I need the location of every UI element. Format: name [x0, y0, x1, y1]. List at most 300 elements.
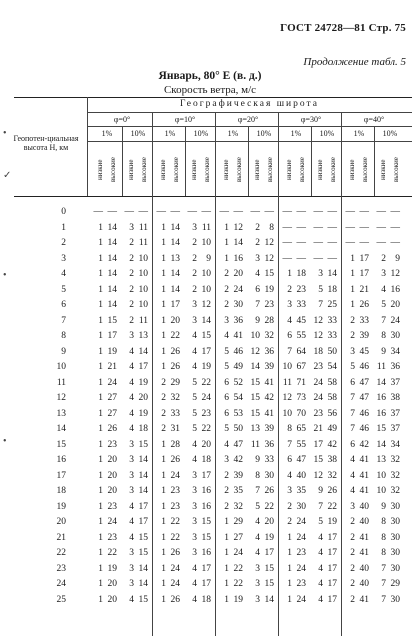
altitude-cell: 18 — [56, 486, 66, 496]
value-integer: 23 — [313, 362, 323, 372]
value-integer: 2 — [350, 331, 355, 341]
value-fraction: 34 — [390, 346, 400, 357]
value-integer: 2 — [224, 501, 229, 512]
value-integer: 3 — [318, 269, 323, 279]
value-integer: 5 — [192, 393, 197, 403]
value-integer: 1 — [161, 486, 166, 496]
value-cell — [218, 531, 248, 546]
value-integer: 7 — [287, 346, 292, 357]
value-fraction: 14 — [264, 594, 274, 605]
value-cell — [344, 593, 374, 608]
value-integer: 12 — [282, 393, 292, 403]
value-fraction: 56 — [327, 408, 337, 419]
value-cell — [218, 500, 248, 515]
value-integer: — — [376, 238, 386, 248]
value-cell — [92, 577, 122, 592]
value-fraction: 32 — [264, 331, 274, 341]
value-integer: 1 — [161, 331, 166, 341]
subcolumn-header: высокие — [298, 157, 306, 183]
value-fraction: 16 — [201, 548, 211, 558]
value-fraction: 23 — [107, 501, 117, 512]
value-integer: 4 — [350, 470, 355, 481]
subcolumn-header: низкие — [379, 159, 387, 181]
value-fraction: 17 — [327, 532, 337, 543]
value-integer: 3 — [129, 486, 134, 496]
value-cell — [92, 267, 122, 282]
value-integer: 4 — [255, 548, 260, 558]
value-fraction: 23 — [296, 284, 306, 295]
subcolumn-header: низкие — [96, 159, 104, 181]
value-integer: 3 — [192, 222, 197, 233]
value-fraction: 36 — [264, 346, 274, 357]
value-cell — [123, 407, 153, 422]
value-integer: 1 — [161, 284, 166, 295]
value-fraction: 14 — [138, 563, 148, 574]
value-fraction: 37 — [390, 408, 400, 419]
header-divider — [87, 126, 412, 127]
value-integer: 2 — [224, 284, 229, 295]
value-cell — [186, 531, 216, 546]
value-cell — [344, 298, 374, 313]
value-integer: 3 — [350, 346, 355, 357]
value-fraction: — — [107, 207, 117, 217]
value-cell — [375, 298, 405, 313]
value-cell — [186, 593, 216, 608]
value-cell — [281, 267, 311, 282]
percent-divider — [311, 126, 312, 196]
value-integer: 3 — [192, 548, 197, 558]
value-cell — [344, 314, 374, 329]
value-fraction: 20 — [264, 517, 274, 527]
value-fraction: 14 — [170, 269, 180, 279]
value-integer: 1 — [98, 346, 103, 357]
value-integer: 3 — [129, 455, 134, 465]
value-fraction: 71 — [296, 377, 306, 388]
value-fraction: 22 — [233, 579, 243, 589]
value-cell — [344, 205, 374, 220]
value-fraction: 12 — [201, 300, 211, 310]
value-fraction: 18 — [138, 424, 148, 434]
value-integer: — — [219, 207, 229, 217]
value-fraction: 38 — [390, 393, 400, 403]
percent-header: 10% — [130, 129, 146, 138]
value-fraction: 15 — [107, 315, 117, 326]
latitude-header: φ=10° — [174, 115, 196, 124]
value-cell — [344, 407, 374, 422]
value-fraction: 10 — [138, 284, 148, 295]
value-cell — [249, 298, 279, 313]
value-integer: 10 — [250, 331, 260, 341]
value-integer: 3 — [129, 222, 134, 233]
value-cell — [281, 391, 311, 406]
value-cell — [375, 221, 405, 236]
value-fraction: 20 — [201, 439, 211, 450]
value-cell — [344, 221, 374, 236]
value-cell — [218, 360, 248, 375]
value-fraction: 26 — [327, 486, 337, 496]
value-cell — [312, 236, 342, 251]
value-fraction: 24 — [170, 579, 180, 589]
value-integer: — — [313, 238, 323, 248]
value-fraction: 32 — [390, 455, 400, 465]
value-cell — [249, 360, 279, 375]
value-integer: 6 — [287, 455, 292, 465]
value-cell — [281, 407, 311, 422]
value-integer: 1 — [161, 532, 166, 543]
value-integer: 12 — [313, 315, 323, 326]
value-cell — [155, 267, 185, 282]
value-fraction: 25 — [327, 300, 337, 310]
value-integer: 2 — [287, 501, 292, 512]
value-cell — [375, 593, 405, 608]
value-fraction: 30 — [296, 501, 306, 512]
value-cell — [281, 484, 311, 499]
value-cell — [123, 500, 153, 515]
value-cell — [249, 484, 279, 499]
page-header — [280, 22, 406, 34]
value-integer: 1 — [161, 222, 166, 233]
value-fraction: 33 — [170, 408, 180, 419]
value-integer: 1 — [98, 393, 103, 403]
value-fraction: 29 — [233, 517, 243, 527]
value-integer: 12 — [313, 470, 323, 481]
value-fraction: — — [327, 207, 337, 217]
value-fraction: 47 — [233, 439, 243, 450]
value-fraction: 32 — [327, 470, 337, 481]
value-fraction: 42 — [327, 439, 337, 450]
value-cell — [281, 531, 311, 546]
value-fraction: 18 — [327, 284, 337, 295]
value-cell — [92, 562, 122, 577]
value-fraction: 37 — [390, 377, 400, 388]
value-integer: 1 — [224, 238, 229, 248]
altitude-cell: 22 — [56, 548, 66, 558]
value-cell — [249, 562, 279, 577]
value-integer: 3 — [192, 517, 197, 527]
value-cell — [281, 469, 311, 484]
value-cell — [281, 593, 311, 608]
value-cell — [344, 562, 374, 577]
value-fraction: 22 — [201, 377, 211, 388]
value-integer: 4 — [255, 517, 260, 527]
value-fraction: 17 — [327, 594, 337, 605]
value-cell — [186, 376, 216, 391]
subcolumn-header: низкие — [348, 159, 356, 181]
value-cell — [312, 577, 342, 592]
value-cell — [218, 252, 248, 267]
value-cell — [155, 345, 185, 360]
value-fraction: 30 — [264, 470, 274, 481]
value-cell — [375, 531, 405, 546]
value-fraction: 16 — [233, 253, 243, 264]
value-integer: 15 — [313, 455, 323, 465]
value-cell — [312, 407, 342, 422]
value-fraction: 26 — [170, 346, 180, 357]
latitude-header: φ=20° — [237, 115, 259, 124]
altitude-cell: 17 — [56, 470, 66, 481]
subcolumn-header: низкие — [190, 159, 198, 181]
value-integer: 7 — [381, 315, 386, 326]
value-fraction: 19 — [327, 517, 337, 527]
value-fraction: 26 — [264, 486, 274, 496]
value-integer: 7 — [381, 563, 386, 574]
value-cell — [155, 500, 185, 515]
value-fraction: 39 — [264, 424, 274, 434]
value-integer: 4 — [129, 532, 134, 543]
value-integer: 2 — [350, 548, 355, 558]
value-cell — [344, 329, 374, 344]
value-cell — [123, 546, 153, 561]
altitude-cell: 7 — [61, 315, 66, 326]
value-fraction: 28 — [170, 439, 180, 450]
value-cell — [123, 345, 153, 360]
value-integer: 3 — [192, 501, 197, 512]
value-fraction: 12 — [390, 269, 400, 279]
value-fraction: 18 — [296, 269, 306, 279]
value-integer: — — [313, 253, 323, 264]
altitude-cell: 10 — [56, 362, 66, 372]
value-integer: 5 — [192, 408, 197, 419]
value-cell — [249, 422, 279, 437]
value-cell — [281, 298, 311, 313]
value-cell — [155, 391, 185, 406]
value-fraction: 34 — [390, 439, 400, 450]
altitude-cell: 8 — [61, 331, 66, 341]
value-cell — [249, 453, 279, 468]
value-fraction: 26 — [107, 424, 117, 434]
value-fraction: 18 — [201, 594, 211, 605]
value-cell — [123, 484, 153, 499]
altitude-cell: 3 — [61, 253, 66, 264]
value-fraction: — — [201, 207, 211, 217]
value-fraction: 40 — [359, 517, 369, 527]
value-integer: 16 — [376, 393, 386, 403]
value-integer: 14 — [376, 439, 386, 450]
value-cell — [375, 360, 405, 375]
value-integer: 1 — [98, 222, 103, 233]
subcolumn-header: низкие — [285, 159, 293, 181]
value-cell — [375, 329, 405, 344]
value-integer: 1 — [224, 517, 229, 527]
value-cell — [344, 236, 374, 251]
value-cell — [375, 546, 405, 561]
value-integer: 4 — [255, 532, 260, 543]
value-cell — [218, 298, 248, 313]
value-fraction: 19 — [107, 563, 117, 574]
value-integer: 1 — [161, 579, 166, 589]
value-cell — [123, 422, 153, 437]
value-cell — [218, 577, 248, 592]
value-fraction: 17 — [138, 362, 148, 372]
value-fraction: 17 — [201, 470, 211, 481]
value-integer: 6 — [255, 284, 260, 295]
value-integer: 1 — [98, 269, 103, 279]
value-integer: 4 — [255, 269, 260, 279]
value-cell — [123, 531, 153, 546]
value-integer: 1 — [287, 594, 292, 605]
value-integer: 9 — [381, 501, 386, 512]
value-fraction: 58 — [327, 393, 337, 403]
percent-header: 1% — [164, 129, 176, 138]
value-integer: 4 — [318, 548, 323, 558]
value-integer: 14 — [250, 362, 260, 372]
value-cell — [249, 329, 279, 344]
value-cell — [92, 283, 122, 298]
altitude-cell: 14 — [56, 424, 66, 434]
value-integer: 4 — [287, 315, 292, 326]
value-cell — [375, 391, 405, 406]
value-fraction: 10 — [201, 238, 211, 248]
value-integer: 2 — [129, 238, 134, 248]
value-integer: — — [282, 207, 292, 217]
value-integer: 2 — [129, 253, 134, 264]
value-integer: 4 — [129, 501, 134, 512]
altitude-cell: 4 — [61, 269, 66, 279]
value-cell — [123, 453, 153, 468]
value-cell — [312, 283, 342, 298]
value-cell — [375, 438, 405, 453]
altitude-cell: 19 — [56, 501, 66, 512]
value-fraction: 36 — [233, 315, 243, 326]
value-fraction: — — [138, 207, 148, 217]
value-integer: 1 — [98, 408, 103, 419]
value-fraction: 14 — [138, 470, 148, 481]
value-cell — [218, 422, 248, 437]
subcolumn-header: низкие — [127, 159, 135, 181]
value-integer: 4 — [318, 579, 323, 589]
value-fraction: 65 — [296, 424, 306, 434]
value-cell — [92, 500, 122, 515]
value-fraction: 11 — [138, 222, 148, 233]
value-fraction: 54 — [233, 393, 243, 403]
value-cell — [186, 236, 216, 251]
value-cell — [344, 360, 374, 375]
value-integer: 3 — [255, 594, 260, 605]
value-fraction: 12 — [264, 253, 274, 264]
value-integer: — — [345, 207, 355, 217]
altitude-cell: 12 — [56, 393, 66, 403]
value-cell — [344, 283, 374, 298]
value-fraction: 53 — [233, 408, 243, 419]
value-cell — [375, 469, 405, 484]
value-fraction: 33 — [359, 315, 369, 326]
value-integer: 1 — [161, 315, 166, 326]
value-fraction: 14 — [170, 238, 180, 248]
value-integer: 4 — [224, 439, 229, 450]
value-integer: 4 — [129, 362, 134, 372]
value-fraction: 27 — [107, 408, 117, 419]
subcolumn-header: высокие — [109, 157, 117, 183]
value-cell — [375, 453, 405, 468]
value-integer: 1 — [98, 470, 103, 481]
value-cell — [218, 453, 248, 468]
value-cell — [344, 469, 374, 484]
value-integer: 7 — [287, 439, 292, 450]
value-cell — [186, 298, 216, 313]
value-fraction: 40 — [296, 470, 306, 481]
value-fraction: 40 — [359, 563, 369, 574]
value-integer: — — [156, 207, 166, 217]
value-fraction: 45 — [296, 315, 306, 326]
value-cell — [344, 546, 374, 561]
value-integer: — — [282, 253, 292, 264]
value-fraction: 30 — [233, 300, 243, 310]
value-cell — [312, 360, 342, 375]
latitude-header: φ=30° — [300, 115, 322, 124]
value-integer: 4 — [129, 594, 134, 605]
value-cell — [155, 577, 185, 592]
value-cell — [312, 593, 342, 608]
value-integer: 13 — [376, 455, 386, 465]
value-fraction: 20 — [107, 455, 117, 465]
value-integer: 2 — [350, 594, 355, 605]
value-cell — [281, 236, 311, 251]
value-integer: 8 — [287, 424, 292, 434]
value-cell — [92, 469, 122, 484]
value-cell — [312, 438, 342, 453]
value-integer: 4 — [129, 424, 134, 434]
value-cell — [218, 546, 248, 561]
percent-divider — [374, 126, 375, 196]
value-cell — [123, 391, 153, 406]
altitude-cell: 15 — [56, 439, 66, 450]
value-integer: 1 — [287, 563, 292, 574]
value-cell — [249, 314, 279, 329]
value-fraction: 24 — [296, 532, 306, 543]
value-integer: 2 — [161, 377, 166, 388]
value-fraction: 17 — [359, 253, 369, 264]
percent-header: 10% — [382, 129, 398, 138]
value-fraction: 33 — [327, 315, 337, 326]
value-fraction: 32 — [170, 393, 180, 403]
value-integer: 9 — [381, 346, 386, 357]
value-integer: 3 — [129, 331, 134, 341]
value-integer: 4 — [287, 470, 292, 481]
value-fraction: 10 — [138, 269, 148, 279]
value-cell — [186, 422, 216, 437]
value-fraction: 46 — [359, 424, 369, 434]
value-cell — [312, 500, 342, 515]
value-cell — [186, 469, 216, 484]
value-cell — [186, 484, 216, 499]
altitude-cell: 20 — [56, 517, 66, 527]
value-cell — [155, 484, 185, 499]
latitude-header: φ=0° — [113, 115, 131, 124]
value-integer: 9 — [318, 486, 323, 496]
value-integer: 1 — [98, 532, 103, 543]
value-integer: 5 — [255, 501, 260, 512]
value-integer: 4 — [192, 455, 197, 465]
value-integer: 5 — [381, 300, 386, 310]
value-fraction: 8 — [269, 222, 274, 233]
value-cell — [218, 205, 248, 220]
value-cell — [186, 453, 216, 468]
value-fraction: 14 — [107, 269, 117, 279]
value-integer: 1 — [98, 331, 103, 341]
value-cell — [312, 221, 342, 236]
value-cell — [375, 345, 405, 360]
value-integer: 1 — [98, 284, 103, 295]
value-cell — [123, 360, 153, 375]
value-integer: 8 — [381, 548, 386, 558]
value-integer: 1 — [287, 532, 292, 543]
value-integer: 9 — [255, 315, 260, 326]
value-cell — [92, 593, 122, 608]
value-fraction: 11 — [138, 315, 148, 326]
value-integer: 1 — [224, 579, 229, 589]
value-fraction: 11 — [138, 238, 148, 248]
value-cell — [249, 515, 279, 530]
